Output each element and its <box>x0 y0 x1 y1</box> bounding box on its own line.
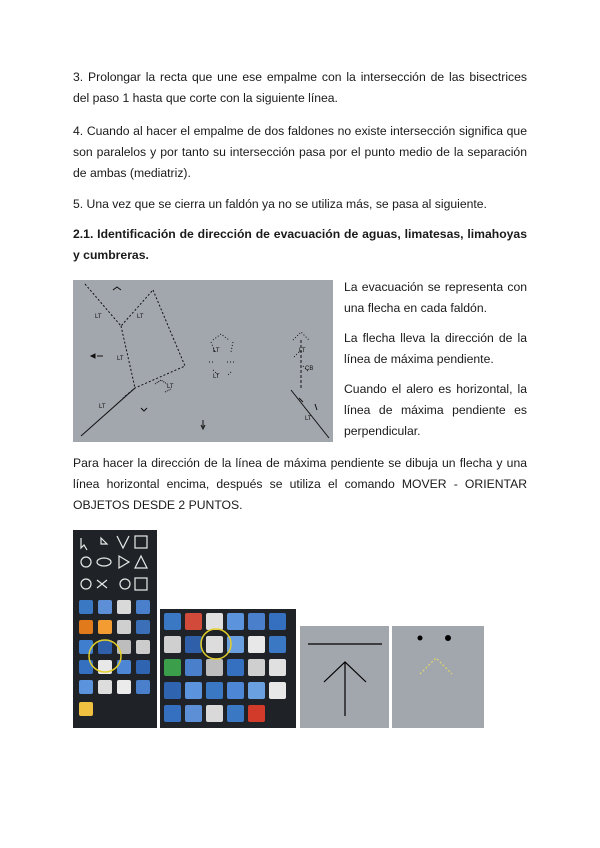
figure-label-lt-7: LT <box>213 374 220 380</box>
side-text-3: Cuando el alero es horizontal, la línea de máxima pendiente es perpendicular. <box>344 382 527 438</box>
figure-label-lt-5: LT <box>167 384 174 390</box>
step-4-paragraph: 4. Cuando al hacer el empalme de dos faldones no existe intersección significa que son paralelos y por tanto su intersección pasa por el punto medio de la separación de ambas (mediatriz). <box>73 124 527 180</box>
step-3-paragraph: 3. Prolongar la recta que une ese empalme con la intersección de las bisectrices del paso 1 hasta que corte con la siguiente línea. <box>73 70 527 105</box>
step-5-paragraph: 5. Una vez que se cierra un faldón ya no se utiliza más, se pasa al siguiente. <box>73 197 487 211</box>
arrow-with-bar-icon <box>300 626 389 728</box>
figure-label-cb: CB <box>305 366 314 372</box>
figure-label-lt-1: LT <box>95 314 102 320</box>
two-points-icon <box>392 626 484 728</box>
roof-plan-drawing <box>73 280 333 442</box>
figure-label-lt-3: LT <box>117 356 124 362</box>
toolbar-vertical-icons <box>73 530 157 728</box>
section-heading: 2.1. Identificación de dirección de evacuación de aguas, limatesas, limahoyas y cumbreras. <box>73 227 527 262</box>
figure-label-lt-8: LT <box>299 348 306 354</box>
side-text-2: La flecha lleva la dirección de la línea de máxima pendiente. <box>344 331 527 366</box>
figure-label-lt-4: LT <box>99 404 106 410</box>
roof-plan-figure <box>73 280 333 442</box>
arrow-figure <box>300 626 389 728</box>
toolbar-horizontal-icons <box>160 609 296 728</box>
side-text-1: La evacuación se representa con una flecha en cada faldón. <box>344 280 527 315</box>
instruction-paragraph: Para hacer la dirección de la línea de máxima pendiente se dibuja un flecha y una línea horizontal encima, después se utiliza el comando MOVER - ORIENTAR OBJETOS DESDE 2 PUNTOS. <box>73 456 527 512</box>
figure-label-lt-9: LT <box>305 416 312 422</box>
toolbar-vertical <box>73 530 157 728</box>
toolbar-horizontal <box>160 609 296 728</box>
figure-label-lt-2: LT <box>137 314 144 320</box>
figure-label-lt-6: LT <box>213 348 220 354</box>
points-figure <box>392 626 484 728</box>
